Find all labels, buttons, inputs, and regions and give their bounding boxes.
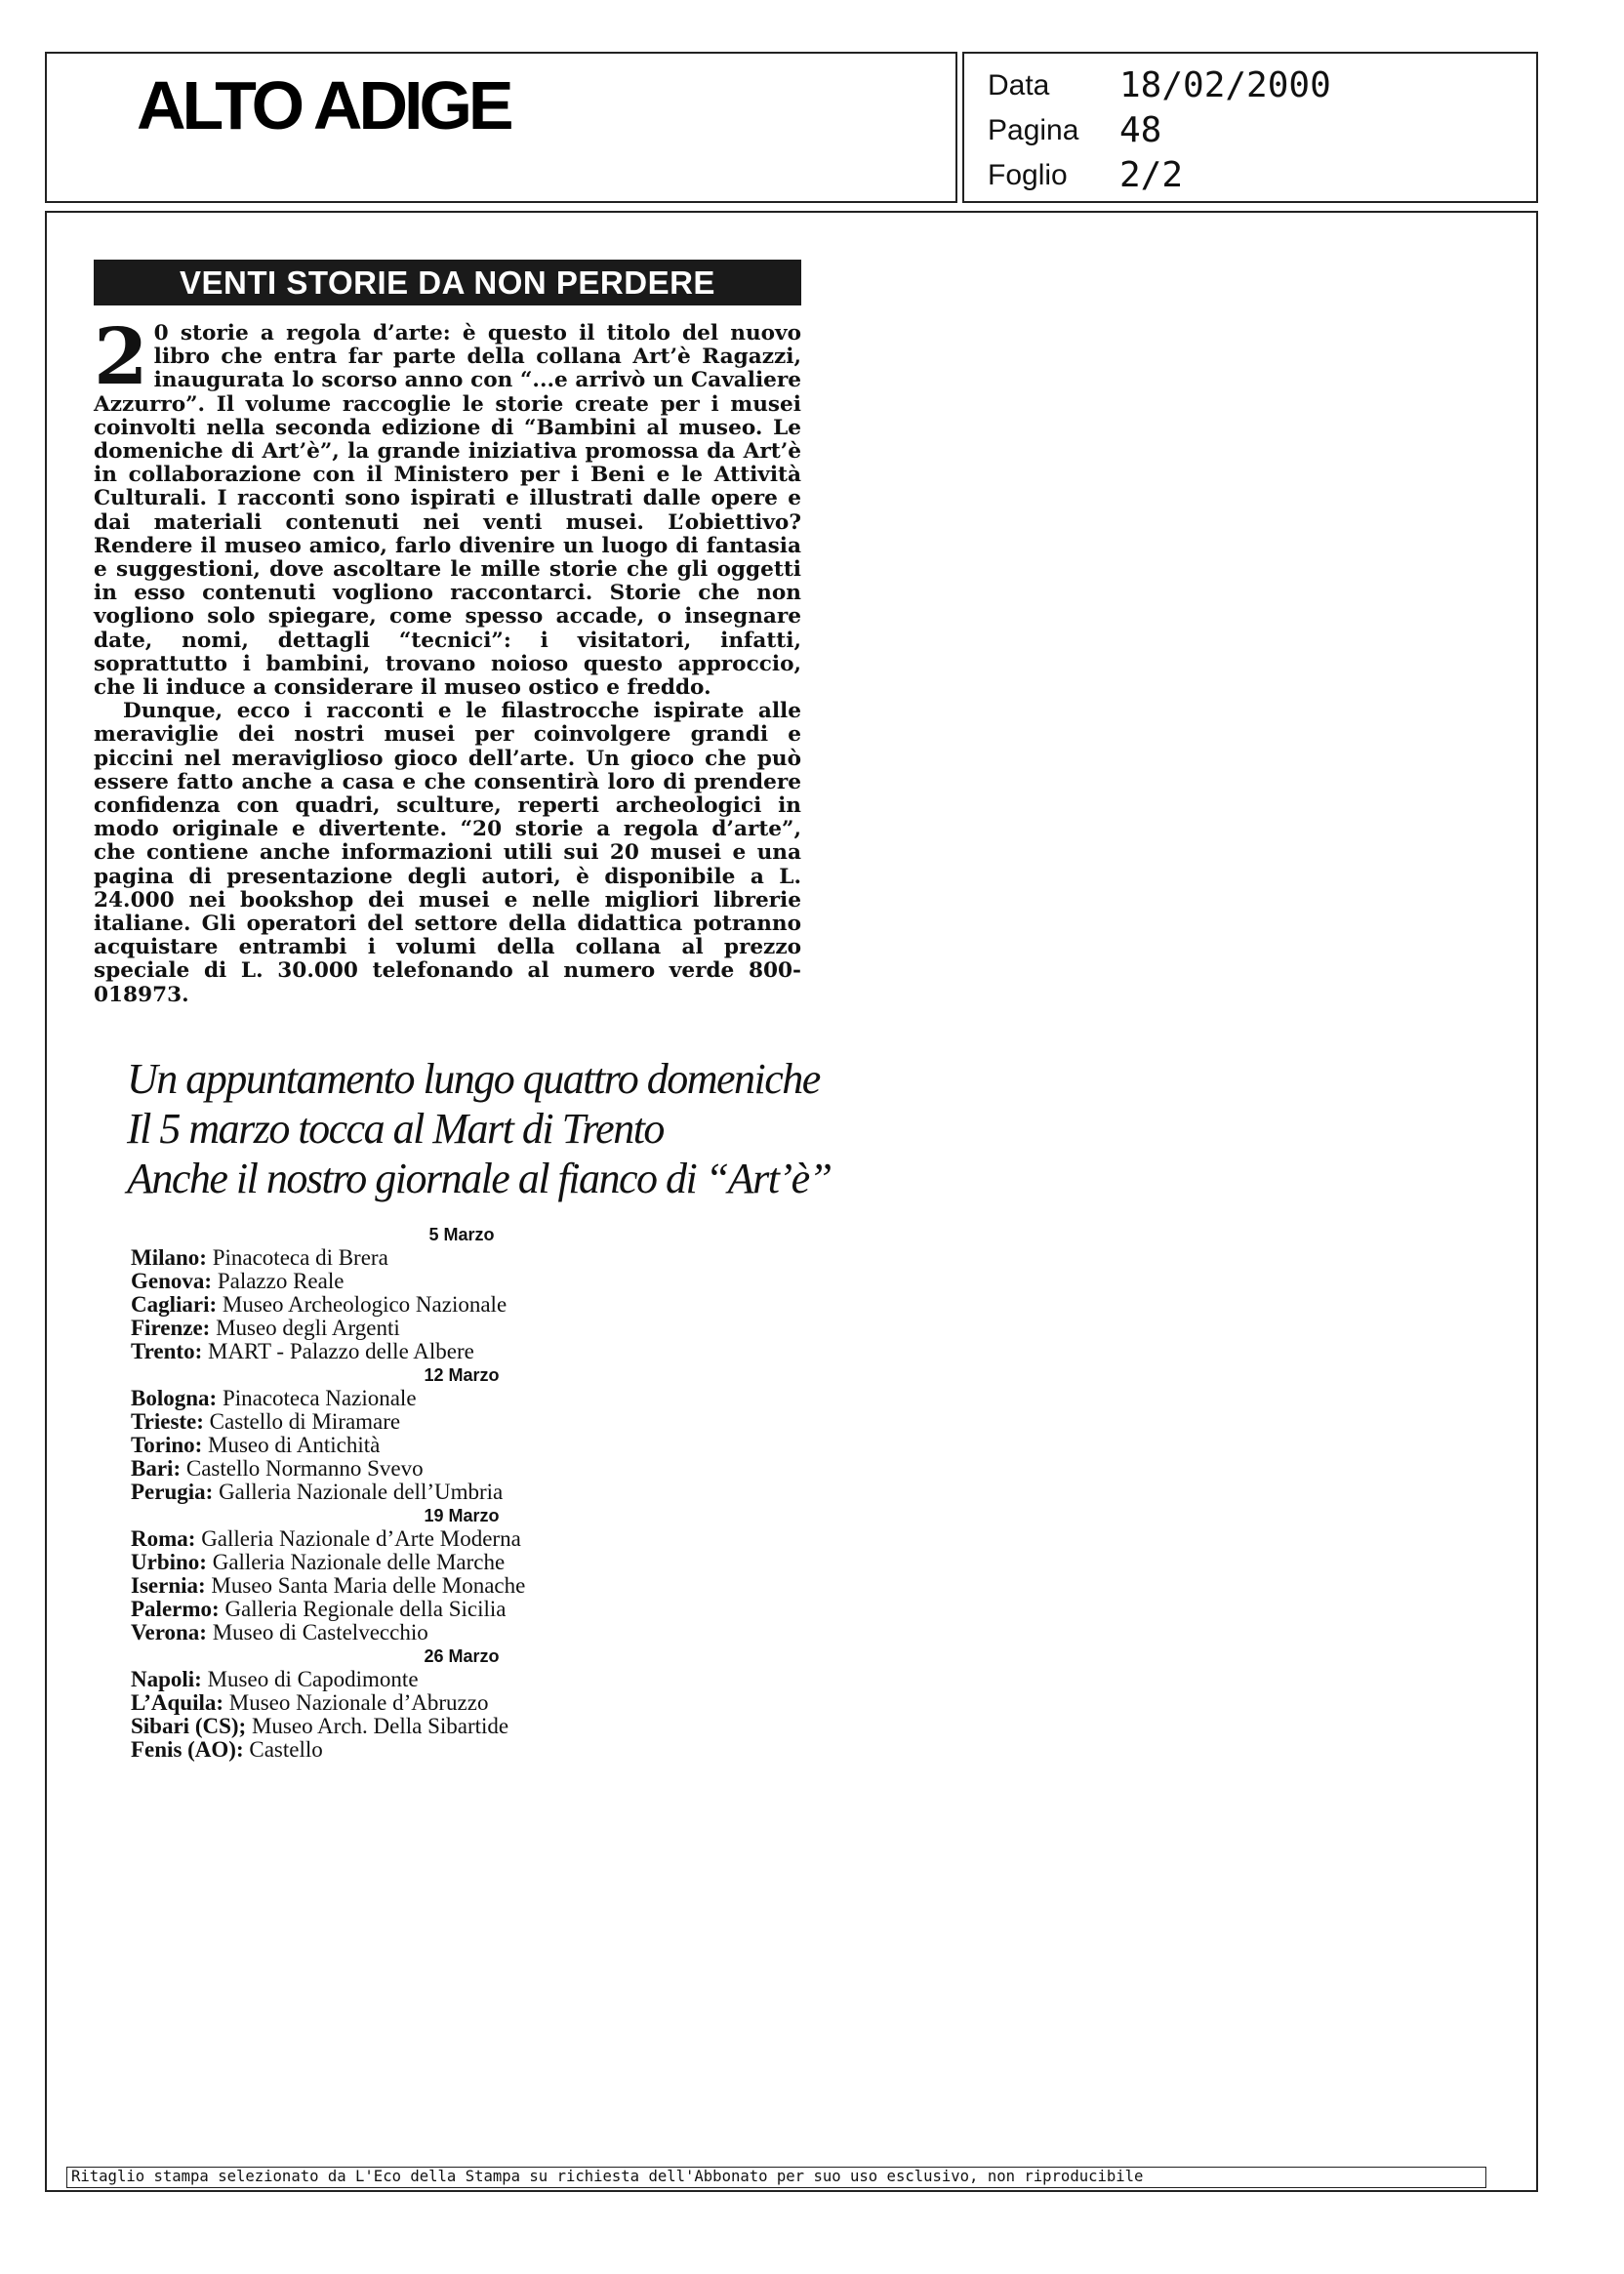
venue-place: Castello (243, 1737, 323, 1762)
venue-place: Pinacoteca Nazionale (217, 1386, 417, 1410)
venue-row (131, 1246, 677, 1270)
section-title: VENTI STORIE DA NON PERDERE (94, 260, 801, 305)
venue-place: Galleria Nazionale delle Marche (206, 1550, 506, 1574)
clipping-disclaimer: Ritaglio stampa selezionato da L'Eco della Stampa su richiesta dell'Abbonato per suo uso esclusivo, non riproducibile (66, 2167, 1486, 2188)
subheadline: Un appuntamento lungo quattro domeniche (127, 1055, 820, 1103)
venue-place: Galleria Nazionale d’Arte Moderna (195, 1526, 521, 1551)
venue-city: Milano: (131, 1245, 207, 1270)
schedule-date: 12 Marzo (424, 1365, 500, 1385)
venue-row (131, 1598, 677, 1621)
venue-row (131, 1527, 677, 1551)
venue-place: Castello Normanno Svevo (181, 1456, 424, 1481)
venue-row (131, 1691, 677, 1715)
venue-city: Napoli: (131, 1667, 202, 1691)
venue-place: Museo Arch. Della Sibartide (246, 1714, 509, 1738)
venue-city: L’Aquila: (131, 1690, 224, 1715)
venue-city: Genova: (131, 1269, 213, 1293)
schedule-date: 19 Marzo (424, 1506, 500, 1525)
venue-row (131, 1738, 677, 1762)
venue-city: Torino: (131, 1433, 203, 1457)
meta-label: Pagina (988, 114, 1079, 146)
meta-value: 48 (1119, 110, 1162, 150)
venue-place: Pinacoteca di Brera (206, 1245, 388, 1270)
venue-place: Museo degli Argenti (210, 1316, 400, 1340)
venue-place: Museo Archeologico Nazionale (217, 1292, 508, 1317)
masthead-title: ALTO ADIGE (137, 67, 510, 143)
venue-place: Museo Santa Maria delle Monache (205, 1573, 526, 1598)
venue-city: Sibari (CS); (131, 1714, 247, 1738)
venue-row (131, 1340, 677, 1363)
paragraph-text: 0 storie a regola d’arte: è questo il titolo del nuovo libro che entra far parte della collana Art’è Ragazzi, inaugurata lo scorso anno con “...e arrivò un Cavaliere Azzurro”. Il volume raccoglie le storie create per i musei coinvolti nella seconda edizione di “Bambini al museo. Le domeniche di Art’è”, la grande iniziativa promossa da Art’è in collaborazione con il Ministero per i Beni e le Attività Culturali. I racconti sono ispirati e illustrati dalle opere e dai materiali contenuti nei venti musei. L’obiettivo? Rendere il museo amico, farlo divenire un luogo di fantasia e suggestioni, dove ascoltare le mille storie che gli oggetti in esso contenuti vogliono raccontarci. Storie che non vogliono solo spiegare, come spesso accade, o insegnare date, nomi, dettagli “tecnici”: i visitatori, infatti, soprattutto i bambini, trovano noioso questo approccio, che li induce a considerare il museo ostico e freddo. (94, 321, 801, 701)
venue-row (131, 1715, 677, 1738)
venue-city: Urbino: (131, 1550, 207, 1574)
meta-value: 2/2 (1119, 155, 1184, 195)
venue-row (131, 1410, 677, 1434)
venue-city: Bari: (131, 1456, 182, 1481)
venue-city: Bologna: (131, 1386, 218, 1410)
venue-row (131, 1621, 677, 1645)
venue-place: Museo di Castelvecchio (206, 1620, 428, 1645)
subheadline-block (127, 1054, 1005, 1203)
article-paragraph: Dunque, ecco i racconti e le filastrocche ispirate alle meraviglie dei nostri musei per coinvolgere grandi e piccini nel meraviglioso gioco dell’arte. Un gioco che può essere fatto anche a casa e che consentirà loro di prendere confidenza con quadri, sculture, reperti archeologici in modo originale e divertente. “20 storie a regola d’arte”, che contiene anche informazioni utili sui 20 musei e una pagina di presentazione degli autori, è disponibile a L. 24.000 nei bookshop dei musei e nelle migliori librerie italiane. Gli operatori del settore della didattica potranno acquistare entrambi i volumi della collana al prezzo speciale di L. 30.000 telefonando al numero verde 800-018973. (94, 699, 801, 1007)
venue-place: Museo Nazionale d’Abruzzo (223, 1690, 489, 1715)
subheadline: Il 5 marzo tocca al Mart di Trento (127, 1105, 664, 1153)
masthead-box (45, 52, 957, 203)
venue-row (131, 1668, 677, 1691)
venue-row (131, 1293, 677, 1317)
venue-row (131, 1481, 677, 1504)
venue-place: Galleria Nazionale dell’Umbria (213, 1480, 504, 1504)
venue-place: Castello di Miramare (203, 1409, 401, 1434)
subheadline: Anche il nostro giornale al fianco di “Art’è” (127, 1155, 832, 1202)
article-paragraph (94, 310, 801, 701)
venue-city: Trieste: (131, 1409, 204, 1434)
venue-city: Isernia: (131, 1573, 206, 1598)
venue-city: Palermo: (131, 1597, 220, 1621)
venue-row (131, 1317, 677, 1340)
venue-row (131, 1387, 677, 1410)
meta-label: Data (988, 69, 1050, 102)
venue-city: Perugia: (131, 1480, 214, 1504)
venue-city: Verona: (131, 1620, 207, 1645)
schedule-date: 5 Marzo (428, 1225, 495, 1244)
article-body (94, 310, 801, 1007)
venue-city: Firenze: (131, 1316, 211, 1340)
meta-label: Foglio (988, 159, 1068, 191)
museum-schedule (131, 1223, 677, 1762)
venue-place: Palazzo Reale (212, 1269, 345, 1293)
venue-city: Roma: (131, 1526, 196, 1551)
schedule-date: 26 Marzo (424, 1646, 500, 1666)
drop-cap: 2 (94, 310, 148, 402)
venue-city: Cagliari: (131, 1292, 218, 1317)
clipping-meta-box (962, 52, 1538, 203)
venue-place: Museo di Capodimonte (201, 1667, 419, 1691)
venue-row (131, 1270, 677, 1293)
venue-row (131, 1551, 677, 1574)
venue-place: Museo di Antichità (202, 1433, 381, 1457)
venue-city: Fenis (AO): (131, 1737, 244, 1762)
venue-row (131, 1434, 677, 1457)
venue-city: Trento: (131, 1339, 203, 1363)
venue-place: Galleria Regionale della Sicilia (219, 1597, 507, 1621)
meta-value: 18/02/2000 (1119, 65, 1331, 105)
venue-row (131, 1457, 677, 1481)
venue-place: MART - Palazzo delle Albere (202, 1339, 474, 1363)
venue-row (131, 1574, 677, 1598)
